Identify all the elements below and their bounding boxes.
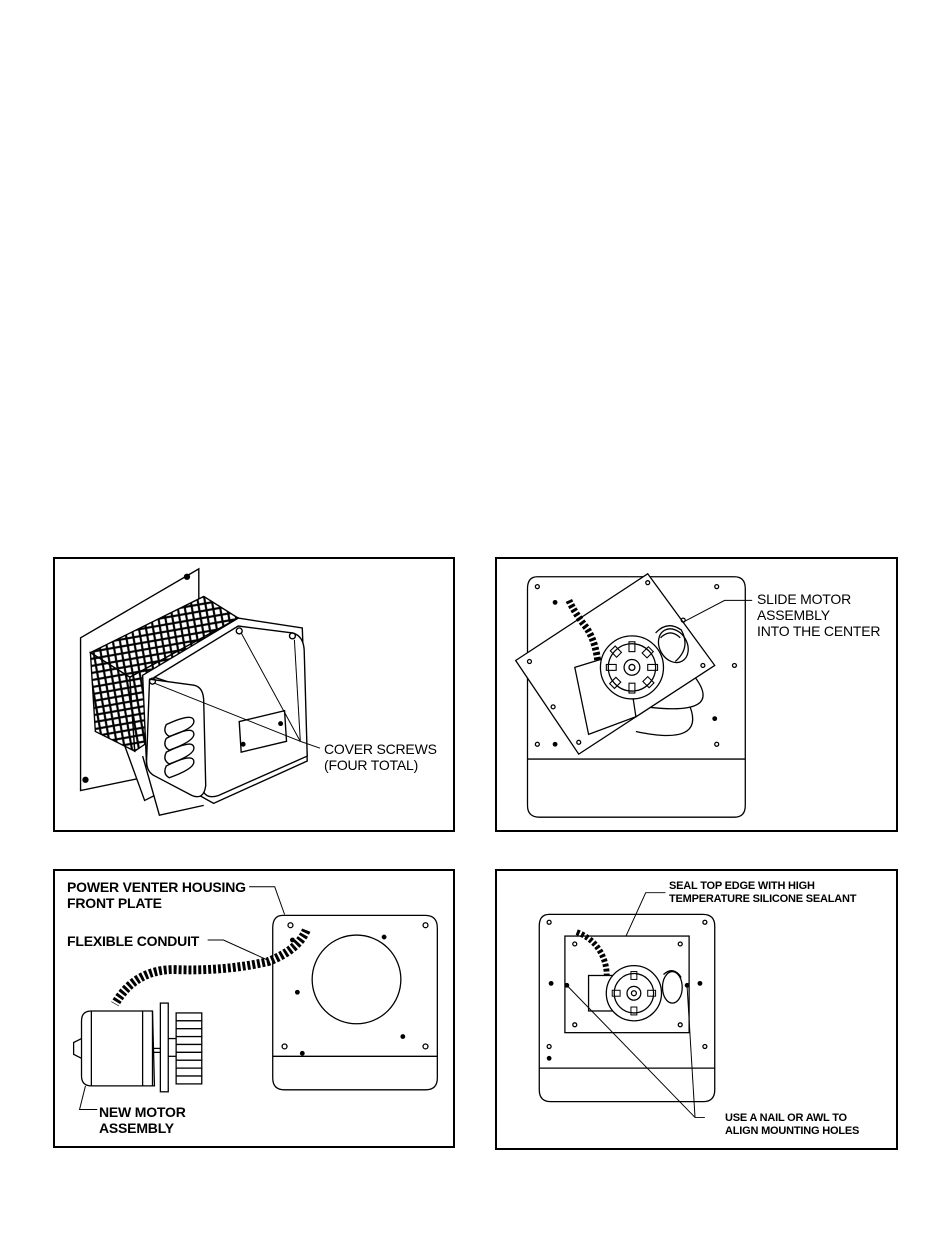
seal-align-drawing bbox=[497, 871, 896, 1148]
power-venter-cover-drawing bbox=[55, 559, 453, 830]
seal-top-edge-label: SEAL TOP EDGE WITH HIGH TEMPERATURE SILICONE SEALANT bbox=[669, 880, 857, 905]
new-motor-assembly-label: NEW MOTOR ASSEMBLY bbox=[99, 1104, 186, 1136]
figure-slide-motor bbox=[495, 557, 898, 832]
slide-motor-label: SLIDE MOTOR ASSEMBLY INTO THE CENTER bbox=[757, 591, 881, 639]
figure-cover-screws bbox=[53, 557, 455, 832]
cover-screws-label: COVER SCREWS (FOUR TOTAL) bbox=[324, 741, 437, 773]
figure-motor-components bbox=[53, 869, 455, 1148]
flexible-conduit-label: FLEXIBLE CONDUIT bbox=[67, 933, 200, 949]
align-mounting-holes-label: USE A NAIL OR AWL TO ALIGN MOUNTING HOLES bbox=[725, 1112, 860, 1137]
housing-front-plate-label: POWER VENTER HOUSING FRONT PLATE bbox=[67, 879, 246, 911]
figure-seal-align bbox=[495, 869, 898, 1150]
